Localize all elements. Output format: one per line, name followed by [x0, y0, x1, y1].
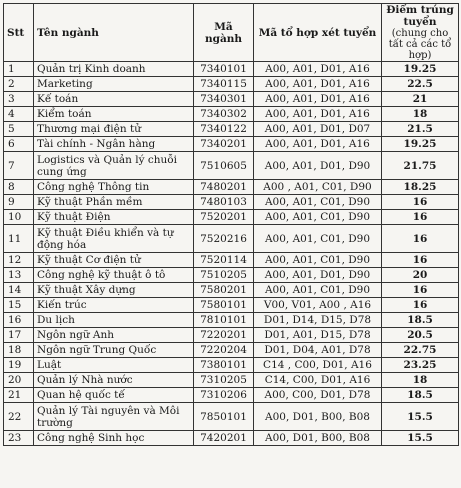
row-major-name: Quản lý Tài nguyên và Môi trường — [34, 403, 194, 431]
header-major-code: Mã ngành — [194, 4, 254, 62]
header-stt: Stt — [4, 4, 34, 62]
row-subject-combination: D01, D14, D15, D78 — [254, 313, 382, 328]
table-row — [4, 298, 459, 313]
table-row — [4, 328, 459, 343]
table-row — [4, 403, 459, 431]
row-subject-combination: C14 , C00, D01, A16 — [254, 358, 382, 373]
row-stt: 4 — [4, 107, 34, 122]
row-subject-combination: A00, A01, D01, D90 — [254, 268, 382, 283]
row-stt: 21 — [4, 388, 34, 403]
row-major-name: Quan hệ quốc tế — [34, 388, 194, 403]
row-stt: 12 — [4, 253, 34, 268]
table-row — [4, 343, 459, 358]
table-header-row — [4, 4, 459, 62]
row-stt: 15 — [4, 298, 34, 313]
row-admission-score: 23.25 — [382, 358, 459, 373]
row-subject-combination: A00, A01, D01, A16 — [254, 77, 382, 92]
row-major-name: Marketing — [34, 77, 194, 92]
row-subject-combination: A00, A01, D01, A16 — [254, 107, 382, 122]
row-stt: 6 — [4, 137, 34, 152]
row-stt: 7 — [4, 152, 34, 180]
header-score-title: Điểm trúng tuyển — [386, 4, 454, 28]
row-subject-combination: A00, A01, D01, A16 — [254, 92, 382, 107]
row-stt: 3 — [4, 92, 34, 107]
row-admission-score: 16 — [382, 210, 459, 225]
row-major-code: 7520216 — [194, 225, 254, 253]
table-row — [4, 152, 459, 180]
row-admission-score: 18 — [382, 373, 459, 388]
row-major-name: Ngôn ngữ Anh — [34, 328, 194, 343]
row-major-name: Quản trị Kinh doanh — [34, 62, 194, 77]
row-stt: 20 — [4, 373, 34, 388]
row-subject-combination: A00 , A01, C01, D90 — [254, 180, 382, 195]
row-stt: 2 — [4, 77, 34, 92]
row-major-name: Kiểm toán — [34, 107, 194, 122]
row-subject-combination: A00, A01, C01, D90 — [254, 195, 382, 210]
row-major-name: Kỹ thuật Cơ điện tử — [34, 253, 194, 268]
row-major-name: Thương mại điện tử — [34, 122, 194, 137]
row-admission-score: 19.25 — [382, 137, 459, 152]
row-subject-combination: A00, A01, D01, D07 — [254, 122, 382, 137]
row-major-code: 7510605 — [194, 152, 254, 180]
row-major-code: 7580201 — [194, 283, 254, 298]
row-major-code: 7310205 — [194, 373, 254, 388]
row-stt: 13 — [4, 268, 34, 283]
row-major-code: 7810101 — [194, 313, 254, 328]
row-subject-combination: V00, V01, A00 , A16 — [254, 298, 382, 313]
table-row — [4, 180, 459, 195]
row-major-code: 7340301 — [194, 92, 254, 107]
row-stt: 11 — [4, 225, 34, 253]
table-row — [4, 373, 459, 388]
row-subject-combination: A00, A01, C01, D90 — [254, 210, 382, 225]
table-row — [4, 107, 459, 122]
table-row — [4, 358, 459, 373]
row-major-name: Công nghệ kỹ thuật ô tô — [34, 268, 194, 283]
table-row — [4, 77, 459, 92]
row-major-name: Kỹ thuật Xây dựng — [34, 283, 194, 298]
row-major-code: 7340302 — [194, 107, 254, 122]
row-subject-combination: A00, D01, B00, B08 — [254, 403, 382, 431]
row-stt: 18 — [4, 343, 34, 358]
row-admission-score: 19.25 — [382, 62, 459, 77]
table-row — [4, 431, 459, 446]
row-major-name: Tài chính - Ngân hàng — [34, 137, 194, 152]
row-major-code: 7520114 — [194, 253, 254, 268]
table-row — [4, 225, 459, 253]
row-admission-score: 18.5 — [382, 388, 459, 403]
row-admission-score: 18 — [382, 107, 459, 122]
table-row — [4, 92, 459, 107]
row-subject-combination: A00, A01, C01, D90 — [254, 225, 382, 253]
table-row — [4, 268, 459, 283]
row-stt: 19 — [4, 358, 34, 373]
row-admission-score: 16 — [382, 225, 459, 253]
row-major-code: 7520201 — [194, 210, 254, 225]
row-major-name: Kỹ thuật Điều khiển và tự động hóa — [34, 225, 194, 253]
row-stt: 14 — [4, 283, 34, 298]
row-admission-score: 21.5 — [382, 122, 459, 137]
row-stt: 22 — [4, 403, 34, 431]
row-subject-combination: D01, D04, A01, D78 — [254, 343, 382, 358]
row-major-code: 7340101 — [194, 62, 254, 77]
header-subject-combination: Mã tổ hợp xét tuyển — [254, 4, 382, 62]
admission-scores-table — [3, 3, 459, 446]
row-stt: 17 — [4, 328, 34, 343]
table-row — [4, 253, 459, 268]
row-major-name: Ngôn ngữ Trung Quốc — [34, 343, 194, 358]
row-admission-score: 15.5 — [382, 403, 459, 431]
row-major-code: 7510205 — [194, 268, 254, 283]
row-major-name: Công nghệ Thông tin — [34, 180, 194, 195]
row-major-code: 7420201 — [194, 431, 254, 446]
row-major-code: 7480201 — [194, 180, 254, 195]
row-major-code: 7480103 — [194, 195, 254, 210]
row-major-code: 7380101 — [194, 358, 254, 373]
row-major-name: Du lịch — [34, 313, 194, 328]
row-subject-combination: A00, A01, D01, D90 — [254, 152, 382, 180]
row-major-name: Logistics và Quản lý chuỗi cung ứng — [34, 152, 194, 180]
row-subject-combination: A00, A01, D01, A16 — [254, 137, 382, 152]
header-major-name: Tên ngành — [34, 4, 194, 62]
row-major-name: Quản lý Nhà nước — [34, 373, 194, 388]
row-major-code: 7850101 — [194, 403, 254, 431]
row-stt: 8 — [4, 180, 34, 195]
row-subject-combination: A00, A01, C01, D90 — [254, 253, 382, 268]
row-major-code: 7340201 — [194, 137, 254, 152]
table-row — [4, 210, 459, 225]
row-major-code: 7340122 — [194, 122, 254, 137]
row-subject-combination: C14, C00, D01, A16 — [254, 373, 382, 388]
row-major-name: Luật — [34, 358, 194, 373]
row-subject-combination: A00, A01, C01, D90 — [254, 283, 382, 298]
row-stt: 9 — [4, 195, 34, 210]
row-subject-combination: A00, C00, D01, D78 — [254, 388, 382, 403]
table-row — [4, 137, 459, 152]
table-row — [4, 283, 459, 298]
row-major-code: 7580101 — [194, 298, 254, 313]
row-admission-score: 18.25 — [382, 180, 459, 195]
row-subject-combination: A00, D01, B00, B08 — [254, 431, 382, 446]
row-admission-score: 21 — [382, 92, 459, 107]
row-admission-score: 20 — [382, 268, 459, 283]
row-stt: 10 — [4, 210, 34, 225]
row-admission-score: 16 — [382, 298, 459, 313]
row-major-name: Kiến trúc — [34, 298, 194, 313]
row-subject-combination: A00, A01, D01, A16 — [254, 62, 382, 77]
row-major-code: 7220201 — [194, 328, 254, 343]
row-major-name: Công nghệ Sinh học — [34, 431, 194, 446]
row-admission-score: 22.5 — [382, 77, 459, 92]
row-major-name: Kế toán — [34, 92, 194, 107]
row-subject-combination: D01, A01, D15, D78 — [254, 328, 382, 343]
row-major-code: 7220204 — [194, 343, 254, 358]
header-score-note: (chung cho tất cả các tổ hợp) — [388, 28, 452, 61]
row-admission-score: 16 — [382, 195, 459, 210]
admission-scores-sheet — [3, 3, 459, 446]
row-admission-score: 21.75 — [382, 152, 459, 180]
table-row — [4, 62, 459, 77]
row-stt: 5 — [4, 122, 34, 137]
table-row — [4, 388, 459, 403]
table-body — [4, 62, 459, 446]
row-major-name: Kỹ thuật Phần mềm — [34, 195, 194, 210]
row-admission-score: 18.5 — [382, 313, 459, 328]
row-admission-score: 22.75 — [382, 343, 459, 358]
row-stt: 1 — [4, 62, 34, 77]
table-row — [4, 195, 459, 210]
row-major-code: 7310206 — [194, 388, 254, 403]
row-admission-score: 20.5 — [382, 328, 459, 343]
table-row — [4, 122, 459, 137]
table-row — [4, 313, 459, 328]
row-admission-score: 16 — [382, 253, 459, 268]
row-major-name: Kỹ thuật Điện — [34, 210, 194, 225]
row-major-code: 7340115 — [194, 77, 254, 92]
row-stt: 23 — [4, 431, 34, 446]
row-admission-score: 15.5 — [382, 431, 459, 446]
row-stt: 16 — [4, 313, 34, 328]
header-admission-score — [382, 4, 459, 62]
row-admission-score: 16 — [382, 283, 459, 298]
